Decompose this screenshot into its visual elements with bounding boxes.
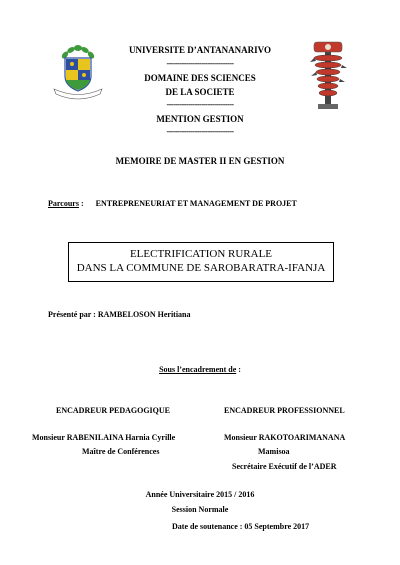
encadreur-professionnel-role: Secrétaire Exécutif de l’ADER bbox=[232, 462, 337, 471]
mention-gestion: MENTION GESTION bbox=[156, 114, 244, 124]
parcours-colon: : bbox=[78, 199, 84, 208]
domain-line-2: DE LA SOCIETE bbox=[165, 87, 235, 97]
domain-line-1: DOMAINE DES SCIENCES bbox=[144, 73, 256, 83]
encadreur-pedagogique-heading: ENCADREUR PEDAGOGIQUE bbox=[56, 406, 171, 415]
encadreur-pedagogique-name: Monsieur RABENILAINA Harnia Cyrille bbox=[32, 433, 176, 442]
parcours-line bbox=[48, 199, 297, 208]
encadrement-label: Sous l’encadrement de bbox=[159, 365, 237, 374]
annee-universitaire: Année Universitaire 2015 / 2016 bbox=[145, 490, 255, 499]
university-name: UNIVERSITE D’ANTANANARIVO bbox=[129, 45, 271, 55]
separator: ------------------------------- bbox=[166, 100, 234, 109]
memoire-heading: MEMOIRE DE MASTER II EN GESTION bbox=[115, 156, 285, 166]
separator: ------------------------------- bbox=[166, 59, 234, 68]
thesis-title-line-1: ELECTRIFICATION RURALE bbox=[129, 248, 273, 260]
encadreur-professionnel-heading: ENCADREUR PROFESSIONNEL bbox=[224, 406, 345, 415]
session-normale: Session Normale bbox=[171, 505, 229, 514]
presente-par: Présenté par : RAMBELOSON Heritiana bbox=[48, 310, 191, 319]
encadreur-professionnel-name-line-2: Mamisoa bbox=[258, 447, 290, 456]
thesis-title-line-2: DANS LA COMMUNE DE SAROBARATRA-IFANJA bbox=[76, 262, 326, 274]
encadreur-professionnel-name: Monsieur RAKOTOARIMANANA bbox=[224, 433, 346, 442]
thesis-title-box bbox=[68, 242, 334, 282]
parcours-value: ENTREPRENEURIAT ET MANAGEMENT DE PROJET bbox=[95, 199, 297, 208]
encadrement-line bbox=[0, 365, 400, 374]
encadreur-pedagogique-role: Maître de Conférences bbox=[82, 447, 160, 456]
date-soutenance: Date de soutenance : 05 Septembre 2017 bbox=[172, 522, 310, 531]
encadrement-colon: : bbox=[236, 365, 241, 374]
separator: ------------------------------- bbox=[166, 127, 234, 136]
parcours-label: Parcours bbox=[48, 199, 79, 208]
